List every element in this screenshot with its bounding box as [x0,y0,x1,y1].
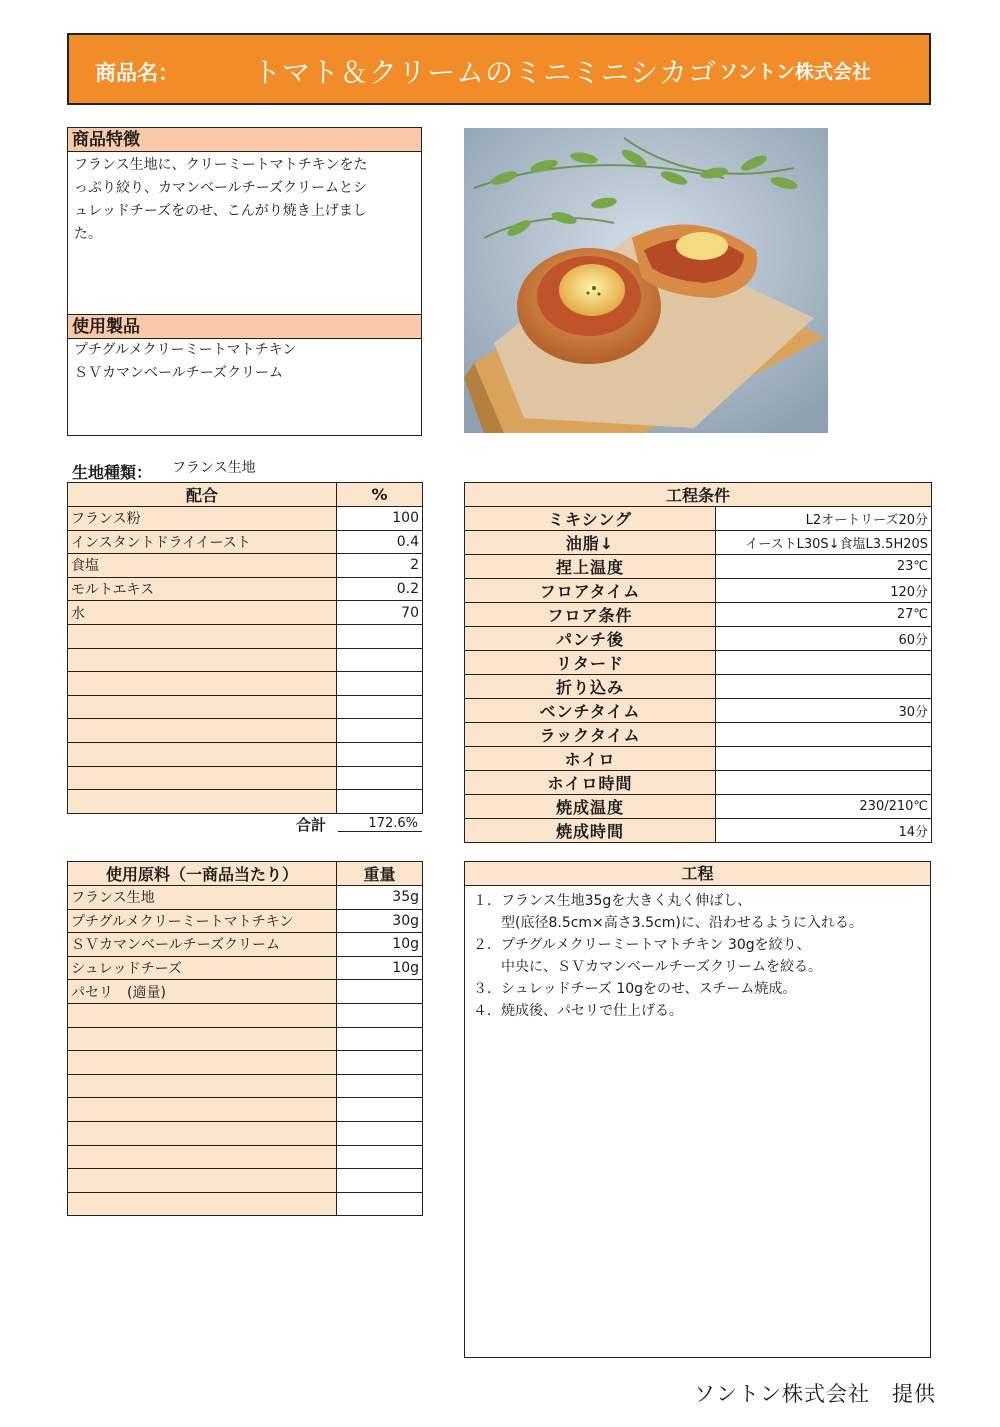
process-header: 工程 [465,862,930,886]
table-row [68,1074,423,1098]
table-row [68,933,423,957]
features-line: フランス生地に、クリーミートマトチキンをた [74,157,368,173]
ingredient-name [68,1027,337,1051]
ingredients-table [67,861,423,1216]
condition-name: ミキシング [465,507,716,531]
ingredient-name [68,1145,337,1169]
ingredient-name: シュレッドチーズ [68,956,337,980]
condition-name: 捏上温度 [465,555,716,579]
formula-value [337,742,423,766]
features-text [68,152,421,315]
total-value: 172.6% [338,816,422,832]
formula-value [337,624,423,648]
formula-name [68,719,337,743]
table-row [68,601,423,625]
condition-value: 14分 [716,819,932,843]
table-header-row [68,483,423,507]
ingredient-weight [337,1051,423,1075]
ingredient-weight [337,1003,423,1027]
formula-name [68,790,337,814]
formula-name [68,695,337,719]
condition-value: 230/210℃ [716,795,932,819]
ingredient-weight: 10g [337,956,423,980]
process-step: 中央に、ＳＶカマンベールチーズクリームを絞る。 [501,959,823,975]
condition-value: 23℃ [716,555,932,579]
table-row [465,795,932,819]
table-row [68,886,423,910]
ingredient-weight: 35g [337,886,423,910]
ingredient-weight: 10g [337,933,423,957]
condition-name: ホイロ [465,747,716,771]
condition-value: 120分 [716,579,932,603]
table-row [68,1027,423,1051]
table-row [465,747,932,771]
ingredient-name [68,1003,337,1027]
table-row [68,507,423,531]
ingredient-weight [337,1098,423,1122]
table-row [68,766,423,790]
header-banner [67,33,931,105]
table-row [465,579,932,603]
table-row [68,648,423,672]
condition-name: 油脂↓ [465,531,716,555]
condition-name: フロアタイム [465,579,716,603]
title-label: 商品名： [95,61,179,85]
features-line: っぷり絞り、カマンベールチーズクリームとシ [74,180,368,196]
ingredient-name: フランス生地 [68,886,337,910]
table-row [465,723,932,747]
table-row [68,624,423,648]
formula-value [337,648,423,672]
table-row [68,742,423,766]
ingredient-weight [337,1169,423,1193]
table-row [465,699,932,723]
condition-name: リタード [465,651,716,675]
ingredient-weight [337,1027,423,1051]
feature-box [67,127,422,436]
ingredient-weight [337,1121,423,1145]
ingredient-name: ＳＶカマンベールチーズクリーム [68,933,337,957]
condition-name: フロア条件 [465,603,716,627]
table-row [68,1145,423,1169]
condition-name: 焼成時間 [465,819,716,843]
table-row [68,530,423,554]
condition-name: 焼成温度 [465,795,716,819]
features-line: ュレッドチーズをのせ、こんがり焼き上げまし [74,203,367,219]
ingredient-weight: 30g [337,909,423,933]
condition-name: 折り込み [465,675,716,699]
features-heading: 商品特徴 [68,128,421,152]
ingredient-name [68,1169,337,1193]
table-row [465,507,932,531]
product-title: トマト＆クリームのミニミニシカゴ [253,56,718,89]
ingredient-name [68,1121,337,1145]
table-row [68,1003,423,1027]
formula-value: 70 [337,601,423,625]
formula-value: 0.4 [337,530,423,554]
condition-value [716,723,932,747]
table-row [465,651,932,675]
condition-value [716,747,932,771]
company-name: ソントン株式会社 [719,61,872,83]
condition-name: ラックタイム [465,723,716,747]
formula-name: 食塩 [68,554,337,578]
table-row [68,790,423,814]
process-step: ２．プチグルメクリーミートマトチキン 30gを絞り、 [473,937,811,953]
condition-value: L2オートリーズ20分 [716,507,932,531]
ingredient-weight [337,1074,423,1098]
formula-value [337,719,423,743]
process-box [464,861,931,1358]
formula-value [337,695,423,719]
table-row [465,603,932,627]
formula-value: 2 [337,554,423,578]
table-row [465,627,932,651]
table-header-row [465,483,932,507]
ingredient-weight [337,1145,423,1169]
table-row [68,554,423,578]
formula-name: インスタントドライイースト [68,530,337,554]
table-row [68,695,423,719]
ingredients-header-name: 使用原料（一商品当たり） [68,862,337,886]
table-row [68,577,423,601]
table-row [68,980,423,1004]
features-line: た。 [74,226,102,242]
ingredient-weight [337,1192,423,1216]
process-step: 型(底径8.5cm×高さ3.5cm)に、沿わせるように入れる。 [501,915,863,931]
table-row [465,555,932,579]
table-row [68,1169,423,1193]
ingredient-name [68,1074,337,1098]
formula-name: 水 [68,601,337,625]
formula-value [337,672,423,696]
table-row [465,531,932,555]
condition-name: ホイロ時間 [465,771,716,795]
condition-value: 60分 [716,627,932,651]
total-label: 合計 [296,816,327,834]
ingredient-name [68,1098,337,1122]
product-item: ＳＶカマンベールチーズクリーム [74,365,284,381]
condition-value: 30分 [716,699,932,723]
table-row [465,675,932,699]
formula-name [68,672,337,696]
table-row [465,819,932,843]
condition-name: パンチ後 [465,627,716,651]
product-photo-illustration [464,128,828,433]
table-row [68,672,423,696]
conditions-header: 工程条件 [465,483,932,507]
formula-name [68,648,337,672]
dough-type-label: 生地種類： [72,463,153,482]
process-step: １．フランス生地35gを大きく丸く伸ばし、 [473,893,752,909]
table-row [68,1098,423,1122]
formula-name: フランス粉 [68,507,337,531]
dough-type-value: フランス生地 [172,460,256,476]
formula-value [337,766,423,790]
formula-header-percent: % [337,483,423,507]
ingredient-name [68,1192,337,1216]
table-row [465,771,932,795]
formula-value [337,790,423,814]
table-row [68,1192,423,1216]
ingredient-name: プチグルメクリーミートマトチキン [68,909,337,933]
process-step: ４．焼成後、パセリで仕上げる。 [473,1003,683,1019]
conditions-table [464,482,932,843]
footer-credit: ソントン株式会社 提供 [694,1382,936,1406]
product-item: プチグルメクリーミートマトチキン [74,342,297,358]
formula-header-name: 配合 [68,483,337,507]
table-header-row [68,862,423,886]
condition-value [716,771,932,795]
formula-name: モルトエキス [68,577,337,601]
table-row [68,1121,423,1145]
condition-value [716,651,932,675]
ingredient-weight [337,980,423,1004]
ingredients-header-weight: 重量 [337,862,423,886]
condition-value [716,675,932,699]
ingredient-name [68,1051,337,1075]
formula-value: 0.2 [337,577,423,601]
formula-name [68,624,337,648]
process-steps [465,886,930,1026]
table-row [68,719,423,743]
formula-table [67,482,423,814]
condition-value: イーストL30S↓食塩L3.5H20S [716,531,932,555]
table-row [68,909,423,933]
process-step: ３．シュレッドチーズ 10gをのせ、スチーム焼成。 [473,981,797,997]
product-photo [464,128,828,433]
products-heading: 使用製品 [68,315,421,339]
formula-name [68,766,337,790]
condition-value: 27℃ [716,603,932,627]
formula-name [68,742,337,766]
table-row [68,956,423,980]
condition-name: ベンチタイム [465,699,716,723]
ingredient-name: パセリ (適量) [68,980,337,1004]
formula-value: 100 [337,507,423,531]
table-row [68,1051,423,1075]
